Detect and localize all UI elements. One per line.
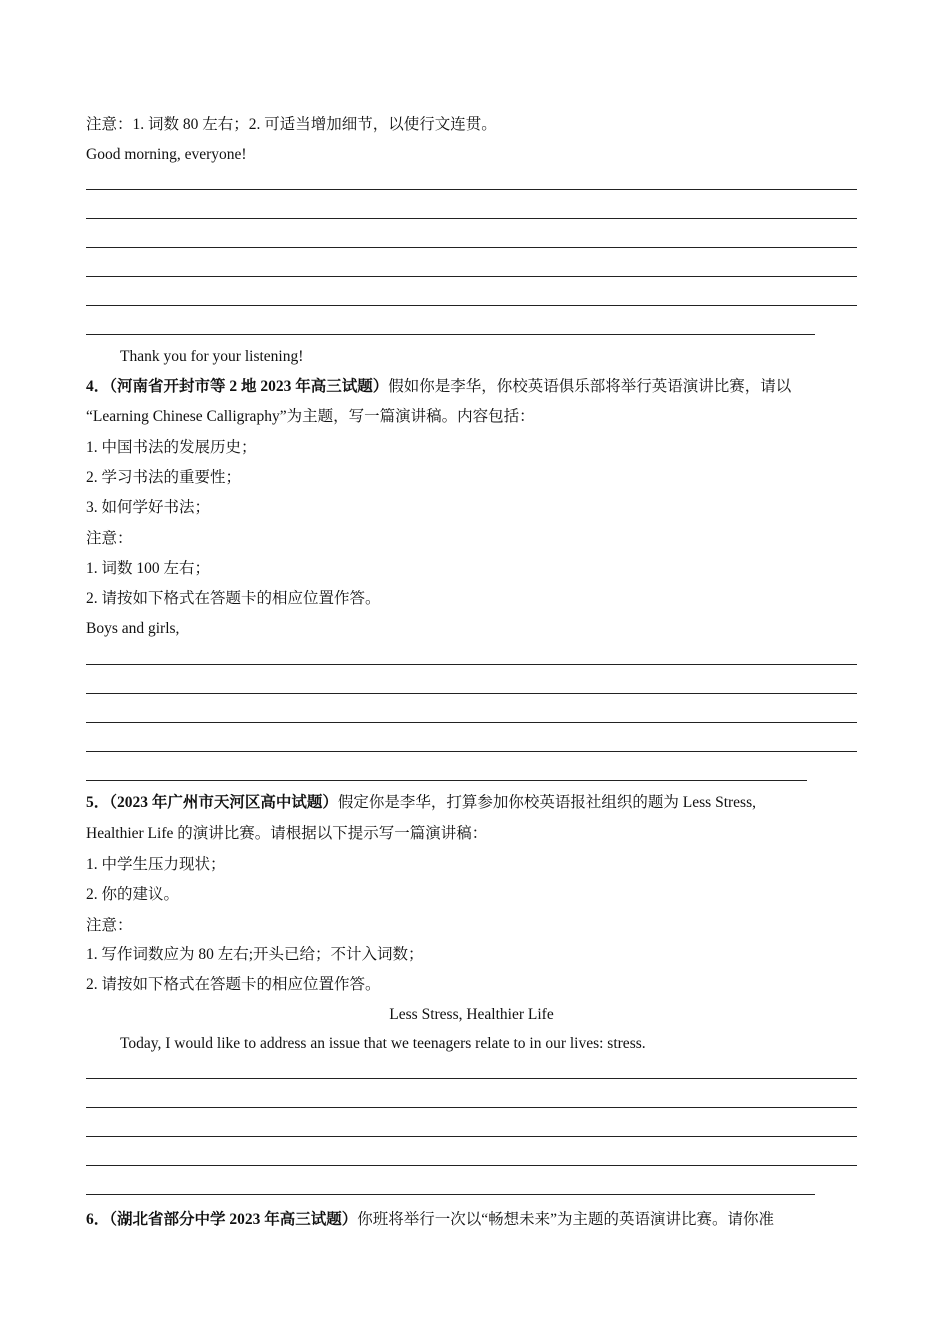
answer-line[interactable]	[86, 780, 807, 781]
q4-note-title: 注意：	[86, 530, 133, 547]
q5-prompt: 假定你是李华，打算参加你校英语报社组织的题为 Less Stress,	[337, 794, 756, 811]
q3-greeting: Good morning, everyone!	[86, 146, 247, 163]
answer-line[interactable]	[86, 722, 857, 723]
answer-line[interactable]	[86, 664, 857, 665]
q6-number: 6．	[86, 1211, 110, 1228]
q4-note: 2. 请按如下格式在答题卡的相应位置作答。	[86, 590, 381, 607]
q5-speech-title: Less Stress, Healthier Life	[389, 1006, 554, 1023]
q5-heading	[86, 793, 756, 813]
q5-note: 1. 写作词数应为 80 左右;开头已给；不计入词数；	[86, 946, 424, 963]
answer-line[interactable]	[86, 1136, 857, 1137]
top-note: 注意：1. 词数 80 左右；2. 可适当增加细节，以使行文连贯。	[86, 116, 497, 133]
answer-line[interactable]	[86, 1194, 815, 1195]
answer-line[interactable]	[86, 218, 857, 219]
q3-closing: Thank you for your listening!	[120, 348, 304, 365]
q6-prompt: 你班将举行一次以“畅想未来”为主题的英语演讲比赛。请你准	[357, 1211, 775, 1228]
q4-prompt: 假如你是李华，你校英语俱乐部将举行英语演讲比赛，请以	[388, 378, 792, 395]
q5-opening: Today, I would like to address an issue that we teenagers relate to in our lives: stress.	[120, 1035, 646, 1052]
q6-source: （湖北省部分中学 2023 年高三试题）	[109, 1211, 358, 1228]
q4-number: 4．	[86, 378, 110, 395]
answer-line[interactable]	[86, 1165, 857, 1166]
q4-note: 1. 词数 100 左右；	[86, 560, 211, 577]
answer-line[interactable]	[86, 693, 857, 694]
answer-line[interactable]	[86, 247, 857, 248]
list-item: 2. 学习书法的重要性；	[86, 469, 242, 486]
answer-line[interactable]	[86, 305, 857, 306]
answer-line[interactable]	[86, 334, 815, 335]
q4-heading	[86, 377, 791, 397]
list-item: 1. 中国书法的发展历史；	[86, 439, 257, 456]
q6-heading	[86, 1210, 774, 1230]
answer-line[interactable]	[86, 751, 857, 752]
list-item: 2. 你的建议。	[86, 886, 180, 903]
list-item: 1. 中学生压力现状；	[86, 856, 226, 873]
answer-line[interactable]	[86, 1107, 857, 1108]
list-item: 3. 如何学好书法；	[86, 499, 211, 516]
answer-line[interactable]	[86, 1078, 857, 1079]
q4-greeting: Boys and girls,	[86, 620, 180, 637]
answer-line[interactable]	[86, 189, 857, 190]
q5-prompt-cont: Healthier Life 的演讲比赛。请根据以下提示写一篇演讲稿：	[86, 825, 488, 842]
answer-line[interactable]	[86, 276, 857, 277]
q4-prompt-cont: “Learning Chinese Calligraphy”为主题，写一篇演讲稿。内容包括：	[86, 408, 535, 425]
q5-note: 2. 请按如下格式在答题卡的相应位置作答。	[86, 976, 381, 993]
q5-source: （2023 年广州市天河区高中试题）	[109, 794, 338, 811]
q5-number: 5．	[86, 794, 110, 811]
q5-note-title: 注意：	[86, 917, 133, 934]
q4-source: （河南省开封市等 2 地 2023 年高三试题）	[109, 378, 389, 395]
